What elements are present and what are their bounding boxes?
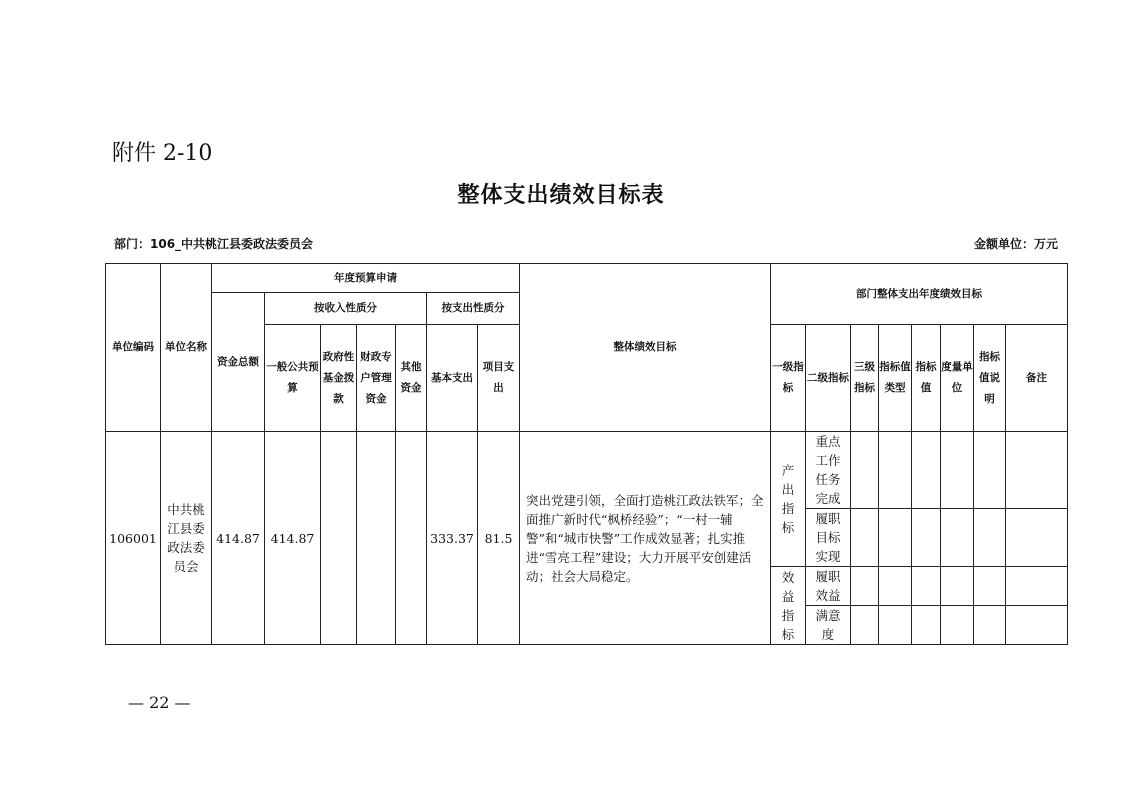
header-by-expenditure: 按支出性质分	[427, 293, 520, 325]
header-remarks: 备注	[1006, 325, 1068, 432]
cell-general-public: 414.87	[265, 432, 321, 645]
cell-measure-unit	[941, 567, 974, 606]
header-basic-exp: 基本支出	[427, 325, 478, 432]
cell-unit-code: 106001	[106, 432, 161, 645]
cell-level1-benefit: 效益指标	[771, 567, 806, 645]
cell-fiscal-special	[357, 432, 396, 645]
header-level1: 一级指标	[771, 325, 806, 432]
cell-measure-unit	[941, 432, 974, 509]
header-total-funds: 资金总额	[212, 293, 265, 432]
cell-level3	[851, 509, 879, 567]
cell-value-type	[879, 509, 912, 567]
header-other-funds: 其他资金	[396, 325, 427, 432]
page-number: — 22 —	[128, 693, 191, 712]
cell-measure-unit	[941, 606, 974, 645]
attachment-label: 附件 2-10	[112, 141, 213, 166]
department-label: 部门：106_中共桃江县委政法委员会	[114, 237, 314, 251]
header-value-desc: 指标值说明	[974, 325, 1006, 432]
header-dept-goal: 部门整体支出年度绩效目标	[771, 264, 1068, 325]
header-measure-unit: 度量单位	[941, 325, 974, 432]
cell-overall-goal: 突出党建引领，全面打造桃江政法铁军；全面推广新时代“枫桥经验”；“一村一辅警”和“城市快警”工作成效显著；扎实推进“雪亮工程”建设；大力开展平安创建活动；社会大局稳定。	[520, 432, 771, 645]
page-title: 整体支出绩效目标表	[457, 182, 665, 208]
cell-level1-output: 产出指标	[771, 432, 806, 567]
header-project-exp: 项目支出	[478, 325, 520, 432]
cell-remarks	[1006, 567, 1068, 606]
cell-project-exp: 81.5	[478, 432, 520, 645]
cell-value	[912, 567, 941, 606]
cell-remarks	[1006, 432, 1068, 509]
cell-unit-name: 中共桃江县委政法委员会	[161, 432, 212, 645]
cell-remarks	[1006, 509, 1068, 567]
cell-level2: 履职效益	[806, 567, 851, 606]
header-general-public: 一般公共预算	[265, 325, 321, 432]
cell-level3	[851, 606, 879, 645]
header-gov-fund: 政府性基金拨款	[321, 325, 357, 432]
cell-value	[912, 432, 941, 509]
header-value: 指标值	[912, 325, 941, 432]
cell-other-funds	[396, 432, 427, 645]
header-level3: 三级指标	[851, 325, 879, 432]
cell-value-desc	[974, 432, 1006, 509]
cell-level2: 满意度	[806, 606, 851, 645]
cell-value	[912, 606, 941, 645]
cell-level3	[851, 567, 879, 606]
header-level2: 二级指标	[806, 325, 851, 432]
cell-level2: 重点工作任务完成	[806, 432, 851, 509]
header-annual-budget: 年度预算申请	[212, 264, 520, 293]
cell-value-desc	[974, 509, 1006, 567]
header-value-type: 指标值类型	[879, 325, 912, 432]
cell-remarks	[1006, 606, 1068, 645]
performance-table	[105, 263, 1068, 645]
cell-level2: 履职目标实现	[806, 509, 851, 567]
cell-value	[912, 509, 941, 567]
cell-gov-fund	[321, 432, 357, 645]
header-unit-code: 单位编码	[106, 264, 161, 432]
cell-basic-exp: 333.37	[427, 432, 478, 645]
header-unit-name: 单位名称	[161, 264, 212, 432]
header-by-income: 按收入性质分	[265, 293, 427, 325]
cell-value-desc	[974, 567, 1006, 606]
header-fiscal-special: 财政专户管理资金	[357, 325, 396, 432]
cell-level3	[851, 432, 879, 509]
cell-measure-unit	[941, 509, 974, 567]
amount-unit-label: 金额单位：万元	[973, 237, 1058, 251]
cell-total-funds: 414.87	[212, 432, 265, 645]
cell-value-type	[879, 432, 912, 509]
cell-value-desc	[974, 606, 1006, 645]
header-overall-goal: 整体绩效目标	[520, 264, 771, 432]
cell-value-type	[879, 567, 912, 606]
cell-value-type	[879, 606, 912, 645]
